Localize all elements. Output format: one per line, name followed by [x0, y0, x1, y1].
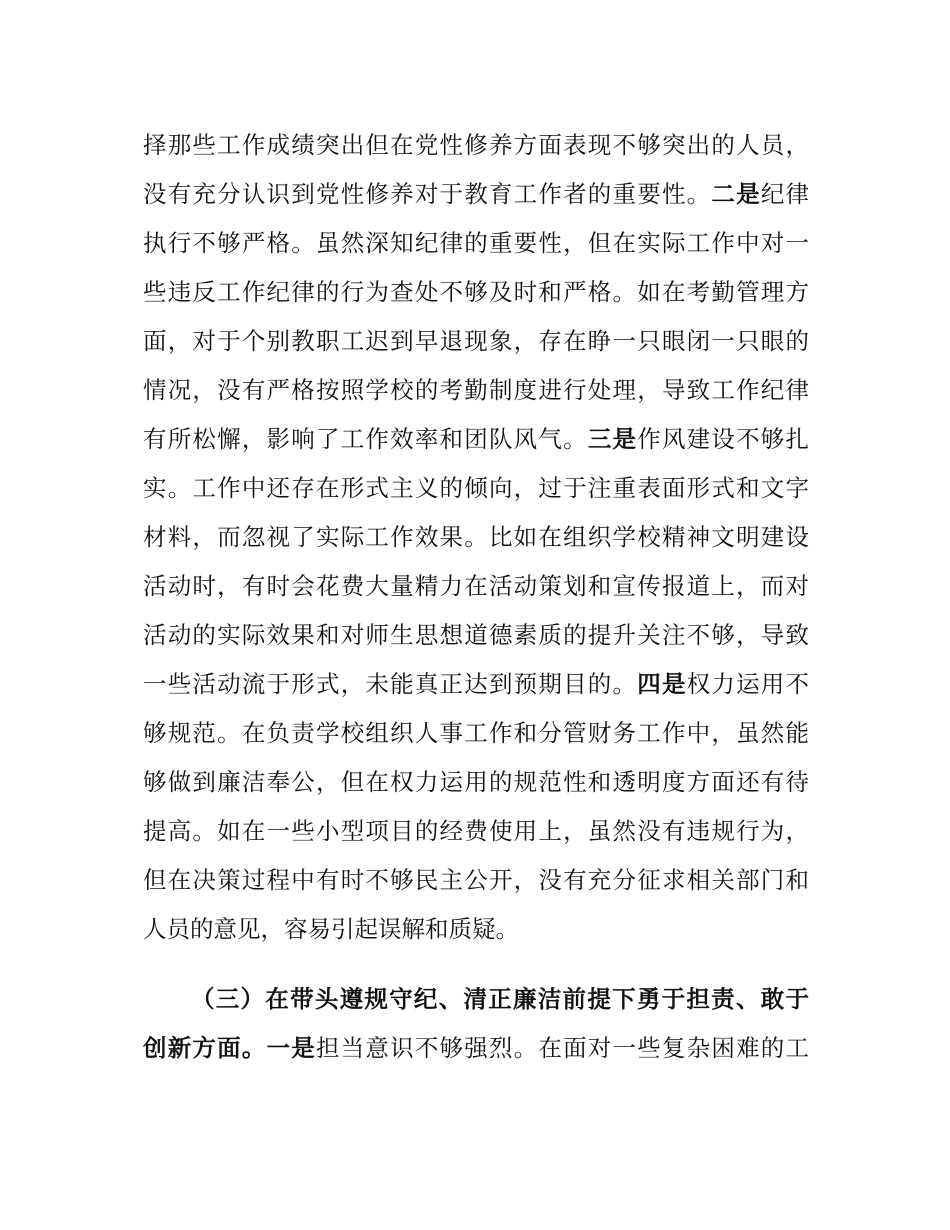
- text-line: [143, 807, 809, 856]
- text-run: 担当意识不够强烈。在面对一些复杂困难的工: [315, 1034, 810, 1062]
- text-run: 权力运用不: [686, 670, 810, 698]
- paragraph-gap: [143, 954, 809, 975]
- bold-text: 三是: [587, 425, 638, 453]
- text-line: [143, 709, 809, 758]
- text-run: 作风建设不够扎: [637, 425, 810, 453]
- text-line: [143, 121, 809, 170]
- text-line: [143, 268, 809, 317]
- text-line: [143, 856, 809, 905]
- text-run: 活动的实际效果和对师生思想道德素质的提升关注不够，导致: [143, 621, 809, 649]
- text-run: 择那些工作成绩突出但在党性修养方面表现不够突出的人员，: [143, 131, 809, 159]
- text-line: [143, 415, 809, 464]
- text-run: 够规范。在负责学校组织人事工作和分管财务工作中，虽然能: [143, 719, 809, 747]
- bold-text: 二是: [711, 180, 761, 208]
- text-run: 提高。如在一些小型项目的经费使用上，虽然没有违规行为，: [143, 817, 809, 845]
- text-run: 没有充分认识到党性修养对于教育工作者的重要性。: [143, 180, 712, 208]
- text-line: [143, 366, 809, 415]
- text-run: 活动时，有时会花费大量精力在活动策划和宣传报道上，而对: [143, 572, 809, 600]
- text-run: 一些活动流于形式，未能真正达到预期目的。: [143, 670, 638, 698]
- body-paragraph: [143, 121, 809, 954]
- text-line: [143, 464, 809, 513]
- text-run: 材料，而忽视了实际工作效果。比如在组织学校精神文明建设: [143, 523, 809, 551]
- text-line: [143, 513, 809, 562]
- text-line: [143, 219, 809, 268]
- bold-text: 四是: [637, 670, 687, 698]
- text-line: [143, 758, 809, 807]
- text-line: [143, 562, 809, 611]
- text-run: 人员的意见，容易引起误解和质疑。: [143, 915, 519, 943]
- text-run: 够做到廉洁奉公，但在权力运用的规范性和透明度方面还有待: [143, 768, 809, 796]
- text-run: 但在决策过程中有时不够民主公开，没有充分征求相关部门和: [143, 866, 809, 894]
- text-run: 实。工作中还存在形式主义的倾向，过于注重表面形式和文字: [143, 474, 809, 502]
- text-line: [143, 611, 809, 660]
- bold-text: 创新方面。一是: [143, 1034, 316, 1062]
- text-line: [143, 975, 809, 1024]
- text-run: 些违反工作纪律的行为查处不够及时和严格。如在考勤管理方: [143, 278, 809, 306]
- text-line: [143, 905, 809, 954]
- section-heading-paragraph: [143, 975, 809, 1073]
- text-line: [143, 660, 809, 709]
- text-run: 有所松懈，影响了工作效率和团队风气。: [143, 425, 588, 453]
- text-run: 情况，没有严格按照学校的考勤制度进行处理，导致工作纪律: [143, 376, 809, 404]
- bold-text: （三）在带头遵规守纪、清正廉洁前提下勇于担责、敢于: [191, 985, 809, 1013]
- text-run: 纪律: [760, 180, 810, 208]
- text-line: [143, 170, 809, 219]
- text-line: [143, 1024, 809, 1073]
- document-page: [143, 121, 809, 1073]
- text-run: 面，对于个别教职工迟到早退现象，存在睁一只眼闭一只眼的: [143, 327, 809, 355]
- text-line: [143, 317, 809, 366]
- text-run: 执行不够严格。虽然深知纪律的重要性，但在实际工作中对一: [143, 229, 809, 257]
